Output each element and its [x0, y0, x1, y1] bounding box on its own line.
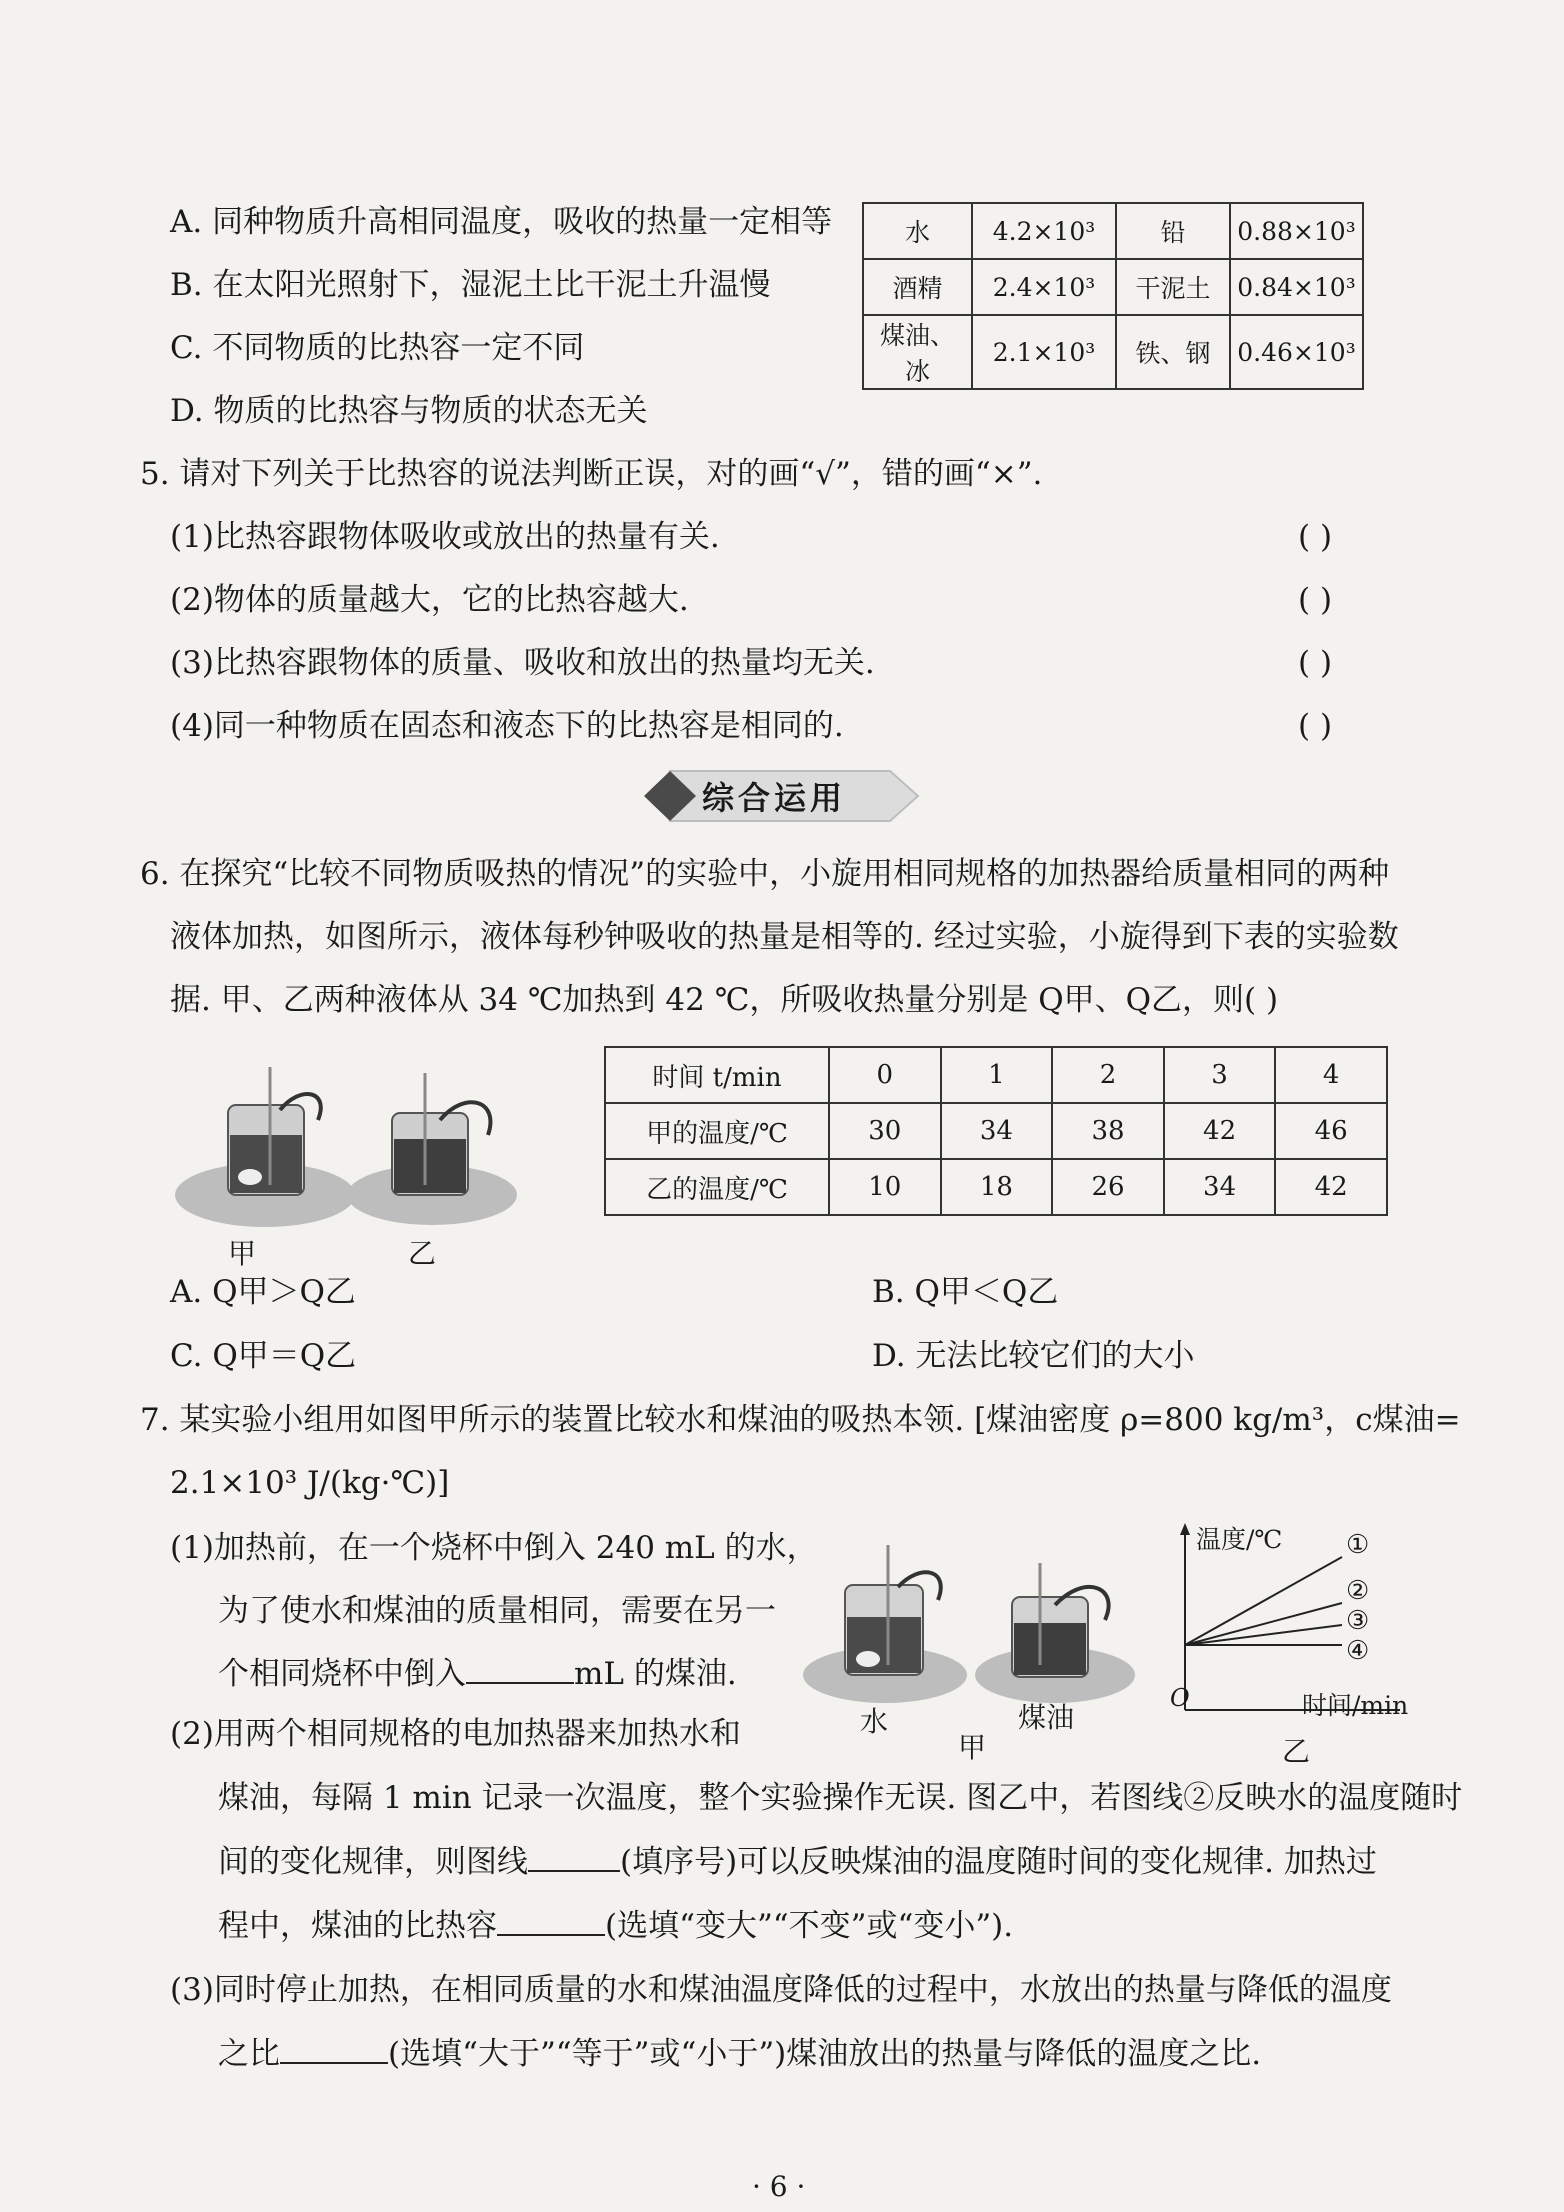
- q7-p3-line: [218, 2032, 1261, 2076]
- table-cell: 18: [941, 1159, 1053, 1215]
- fig-label-water: 水: [860, 1705, 889, 1738]
- q7-p1-line: [218, 1652, 737, 1696]
- q4-option-b: B. 在太阳光照射下，湿泥土比干泥土升温慢: [170, 267, 771, 303]
- answer-paren[interactable]: ( ): [1298, 645, 1333, 681]
- table-cell: 甲的温度/℃: [605, 1103, 829, 1159]
- table-cell: 30: [829, 1103, 941, 1159]
- y-axis-arrow: [1180, 1523, 1190, 1535]
- page-number: · 6 ·: [752, 2170, 806, 2203]
- answer-blank[interactable]: [280, 2032, 388, 2064]
- fig-label-yi: 乙: [1282, 1735, 1311, 1768]
- fig-label-jia: 甲: [228, 1237, 257, 1270]
- table-cell: 0.84×10³: [1230, 259, 1363, 315]
- table-header: 3: [1164, 1047, 1276, 1103]
- q5-item-4: (4)同一种物质在固态和液态下的比热容是相同的.: [170, 708, 844, 744]
- q4-option-a: A. 同种物质升高相同温度，吸收的热量一定相等: [170, 204, 833, 240]
- specific-heat-table: [862, 202, 1364, 390]
- q4-option-d: D. 物质的比热容与物质的状态无关: [170, 393, 648, 429]
- q6-option-a[interactable]: A. Q甲＞Q乙: [170, 1274, 356, 1310]
- table-cell: 42: [1164, 1103, 1276, 1159]
- answer-blank[interactable]: [528, 1840, 620, 1872]
- temperature-table: [604, 1046, 1388, 1216]
- answer-paren[interactable]: ( ): [1298, 582, 1333, 618]
- table-cell: 乙的温度/℃: [605, 1159, 829, 1215]
- table-cell: 10: [829, 1159, 941, 1215]
- graph-line-label-3: ③: [1346, 1606, 1370, 1636]
- q7-p2-line: [218, 1840, 1377, 1884]
- table-row: [863, 315, 1363, 389]
- table-header: 0: [829, 1047, 941, 1103]
- q4-option-c: C. 不同物质的比热容一定不同: [170, 330, 585, 366]
- q7-p3-text: (选填“大于”“等于”或“小于”)煤油放出的热量与降低的温度之比.: [388, 2036, 1262, 2072]
- q7-stem-line: 2.1×10³ J/(kg·℃)]: [170, 1465, 450, 1501]
- graph-line-2: [1185, 1603, 1342, 1645]
- answer-paren[interactable]: ( ): [1298, 708, 1333, 744]
- q7-p2-text: (选填“变大”“不变”或“变小”).: [605, 1908, 1014, 1944]
- table-header-row: [605, 1047, 1387, 1103]
- table-cell: 34: [941, 1103, 1053, 1159]
- table-cell: 26: [1052, 1159, 1164, 1215]
- q5-item-2: (2)物体的质量越大，它的比热容越大.: [170, 582, 689, 618]
- q5-item-1: (1)比热容跟物体吸收或放出的热量有关.: [170, 519, 720, 555]
- q6-option-b[interactable]: B. Q甲＜Q乙: [872, 1274, 1059, 1310]
- graph-origin: O: [1170, 1684, 1190, 1712]
- table-cell: 38: [1052, 1103, 1164, 1159]
- table-cell: 42: [1275, 1159, 1387, 1215]
- table-header: 2: [1052, 1047, 1164, 1103]
- graph-line-label-2: ②: [1346, 1576, 1370, 1606]
- table-cell: 46: [1275, 1103, 1387, 1159]
- q5-item-3: (3)比热容跟物体的质量、吸收和放出的热量均无关.: [170, 645, 875, 681]
- q6-stem-line: 6. 在探究“比较不同物质吸热的情况”的实验中，小旋用相同规格的加热器给质量相同的两种: [140, 856, 1390, 892]
- beaker-water: [803, 1545, 967, 1703]
- table-row: [863, 259, 1363, 315]
- table-header: 1: [941, 1047, 1053, 1103]
- section-title: 综合运用: [702, 779, 847, 817]
- answer-paren[interactable]: ( ): [1298, 519, 1333, 555]
- answer-blank[interactable]: [497, 1904, 605, 1936]
- q5-stem: 5. 请对下列关于比热容的说法判断正误，对的画“√”，错的画“×”.: [140, 456, 1043, 492]
- graph-line-label-1: ①: [1346, 1530, 1370, 1560]
- beaker-yi: [347, 1073, 517, 1225]
- q7-p2-line: [218, 1904, 1013, 1948]
- table-cell: 2.1×10³: [972, 315, 1116, 389]
- table-cell: 干泥土: [1116, 259, 1230, 315]
- table-cell: 铁、钢: [1116, 315, 1230, 389]
- q7-p2-line: 煤油，每隔 1 min 记录一次温度，整个实验操作无误. 图乙中，若图线②反映水的温度随时: [218, 1780, 1463, 1816]
- table-row: [863, 203, 1363, 259]
- fig-label-kerosene: 煤油: [1018, 1701, 1075, 1734]
- answer-blank[interactable]: [466, 1652, 574, 1684]
- beaker-jia: [175, 1067, 355, 1227]
- table-row: [605, 1103, 1387, 1159]
- table-cell: 铅: [1116, 203, 1230, 259]
- q7-p2-text: 程中，煤油的比热容: [218, 1908, 497, 1944]
- q7-beaker-figure: [800, 1545, 1160, 1725]
- q7-p2-text: 间的变化规律，则图线: [218, 1844, 528, 1880]
- table-cell: 水: [863, 203, 972, 259]
- table-cell: 煤油、冰: [863, 315, 972, 389]
- graph-line-label-4: ④: [1346, 1636, 1370, 1666]
- table-cell: 酒精: [863, 259, 972, 315]
- q7-p1-line: (1)加热前，在一个烧杯中倒入 240 mL 的水，: [170, 1530, 818, 1566]
- q7-p1-text: mL 的煤油.: [574, 1656, 737, 1692]
- graph-xlabel: 时间/min: [1302, 1691, 1409, 1720]
- q7-p1-text: 个相同烧杯中倒入: [218, 1656, 466, 1692]
- q7-p2-line: (2)用两个相同规格的电加热器来加热水和: [170, 1716, 741, 1752]
- table-cell: 34: [1164, 1159, 1276, 1215]
- beaker-figure: [170, 1065, 530, 1265]
- graph-line-3: [1185, 1625, 1342, 1645]
- beaker-kerosene: [975, 1563, 1135, 1703]
- table-cell: 0.46×10³: [1230, 315, 1363, 389]
- q6-stem-line: 液体加热，如图所示，液体每秒钟吸收的热量是相等的. 经过实验，小旋得到下表的实验数: [170, 919, 1399, 955]
- q7-p1-line: 为了使水和煤油的质量相同，需要在另一: [218, 1593, 776, 1629]
- table-row: [605, 1159, 1387, 1215]
- fig-label-yi: 乙: [408, 1237, 437, 1270]
- q6-option-c[interactable]: C. Q甲＝Q乙: [170, 1338, 357, 1374]
- graph-ylabel: 温度/℃: [1196, 1525, 1283, 1554]
- table-cell: 2.4×10³: [972, 259, 1116, 315]
- table-cell: 4.2×10³: [972, 203, 1116, 259]
- q7-p3-text: 之比: [218, 2036, 280, 2072]
- q7-stem-line: 7. 某实验小组用如图甲所示的装置比较水和煤油的吸热本领. [煤油密度 ρ=800 kg/m³，c煤油=: [140, 1402, 1461, 1438]
- q6-stem-line: 据. 甲、乙两种液体从 34 ℃加热到 42 ℃，所吸收热量分别是 Q甲、Q乙，则( ): [170, 982, 1279, 1018]
- q7-p2-text: (填序号)可以反映煤油的温度随时间的变化规律. 加热过: [620, 1844, 1377, 1880]
- table-header: 4: [1275, 1047, 1387, 1103]
- q6-option-d[interactable]: D. 无法比较它们的大小: [872, 1338, 1195, 1374]
- fig-label-jia: 甲: [958, 1731, 987, 1764]
- section-banner: [640, 765, 920, 827]
- q7-p3-line: (3)同时停止加热，在相同质量的水和煤油温度降低的过程中，水放出的热量与降低的温度: [170, 1972, 1392, 2008]
- graph-line-1: [1185, 1557, 1342, 1645]
- table-header: 时间 t/min: [605, 1047, 829, 1103]
- table-cell: 0.88×10³: [1230, 203, 1363, 259]
